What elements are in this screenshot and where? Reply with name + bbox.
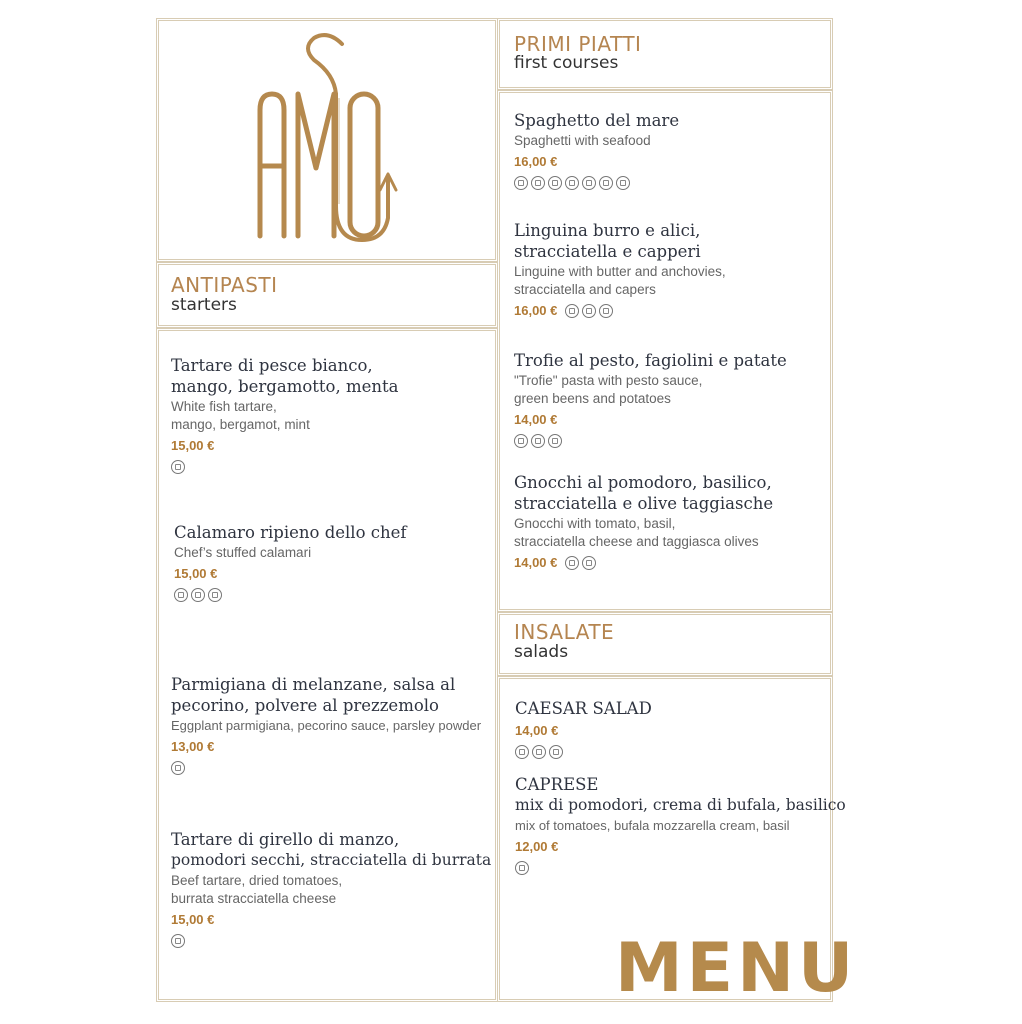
allergen-icons (171, 934, 185, 948)
item-name: Linguina burro e alici, (514, 221, 701, 240)
dairy-icon (515, 861, 529, 875)
allergen-icons (565, 556, 596, 570)
allergen-icons (514, 176, 630, 190)
item-description: Chef’s stuffed calamari (174, 545, 312, 560)
item-price: 14,00 € (515, 723, 559, 738)
allergen-icons (515, 745, 563, 759)
item-description: Beef tartare, dried tomatoes, (171, 873, 343, 888)
allergen-icons (565, 304, 613, 318)
allergen-icons (171, 761, 185, 775)
sulphite-icon (616, 176, 630, 190)
primi-item-2 (514, 220, 726, 319)
item-price: 14,00 € (514, 412, 558, 427)
allergen-icons (174, 588, 222, 602)
item-name: Parmigiana di melanzane, salsa al (171, 675, 456, 694)
item-name: stracciatella e olive taggiasche (514, 494, 774, 513)
item-name: mix di pomodori, crema di bufala, basilico (515, 796, 846, 814)
allergen-icons (515, 861, 529, 875)
antipasti-item-3 (171, 674, 481, 775)
item-price: 15,00 € (174, 566, 218, 581)
dairy-icon (599, 304, 613, 318)
item-description: White fish tartare, (171, 399, 277, 414)
item-description: Eggplant parmigiana, pecorino sauce, parsley powder (171, 718, 482, 733)
dairy-icon (548, 434, 562, 448)
item-name: pomodori secchi, stracciatella di burrata (171, 851, 492, 869)
antipasti-item-1 (171, 355, 398, 474)
item-name: stracciatella e capperi (514, 242, 701, 261)
gluten-icon (531, 176, 545, 190)
insalate-item-1 (515, 698, 652, 759)
gluten-icon (549, 745, 563, 759)
item-name: mango, bergamotto, menta (171, 377, 399, 396)
item-description: green beens and potatoes (514, 391, 671, 406)
item-description: mix of tomatoes, bufala mozzarella cream, basil (515, 818, 790, 833)
celery-icon (532, 745, 546, 759)
item-name: pecorino, polvere al prezzemolo (171, 696, 439, 715)
celery-icon (208, 588, 222, 602)
primi-item-1 (514, 110, 679, 190)
item-description: Linguine with butter and anchovies, (514, 264, 726, 279)
item-description: burrata stracciatella cheese (171, 891, 337, 906)
item-name: Tartare di pesce bianco, (171, 356, 373, 375)
item-price: 13,00 € (171, 739, 215, 754)
item-price: 14,00 € (514, 555, 558, 570)
item-description: Gnocchi with tomato, basil, (514, 516, 676, 531)
dairy-icon (582, 556, 596, 570)
primi-title: PRIMI PIATTI (514, 32, 642, 56)
menu-heading: MENU (615, 929, 858, 1008)
antipasti-title: ANTIPASTI (171, 273, 278, 297)
fish-icon (171, 460, 185, 474)
celery-icon (514, 434, 528, 448)
item-price: 12,00 € (515, 839, 559, 854)
allergen-icons (514, 434, 562, 448)
insalate-subtitle: salads (514, 642, 569, 662)
item-name: CAESAR SALAD (515, 699, 652, 718)
item-price: 16,00 € (514, 303, 558, 318)
crustacean-icon (565, 176, 579, 190)
allergen-icons (171, 460, 185, 474)
item-description: Spaghetti with seafood (514, 133, 651, 148)
primi-subtitle: first courses (514, 53, 619, 73)
gluten-icon (531, 434, 545, 448)
fish-icon (565, 304, 579, 318)
primi-item-4 (514, 472, 773, 571)
price-row (514, 303, 726, 319)
item-description: stracciatella and capers (514, 282, 656, 297)
gluten-icon (582, 304, 596, 318)
gluten-icon (191, 588, 205, 602)
mollusc-icon (514, 176, 528, 190)
antipasti-subtitle: starters (171, 295, 237, 315)
dairy-icon (515, 745, 529, 759)
amo-logo (166, 28, 490, 252)
item-name: CAPRESE (515, 775, 599, 794)
item-name: Trofie al pesto, fagiolini e patate (514, 351, 787, 370)
item-price: 15,00 € (171, 912, 215, 927)
antipasti-item-2 (174, 522, 407, 602)
item-name: Spaghetto del mare (514, 111, 680, 130)
dairy-icon (171, 934, 185, 948)
gluten-icon (565, 556, 579, 570)
item-price: 16,00 € (514, 154, 558, 169)
antipasti-item-4 (171, 829, 491, 948)
price-row (514, 555, 773, 571)
item-name: Gnocchi al pomodoro, basilico, (514, 473, 772, 492)
item-name: Tartare di girello di manzo, (171, 830, 400, 849)
item-description: stracciatella cheese and taggiasca olives (514, 534, 759, 549)
primi-item-3 (514, 350, 787, 448)
item-price: 15,00 € (171, 438, 215, 453)
item-description: mango, bergamot, mint (171, 417, 310, 432)
item-description: "Trofie" pasta with pesto sauce, (514, 373, 703, 388)
celery-icon (548, 176, 562, 190)
insalate-title: INSALATE (514, 620, 615, 644)
item-name: Calamaro ripieno dello chef (174, 523, 407, 542)
insalate-item-2 (515, 774, 846, 875)
mollusc-icon (174, 588, 188, 602)
dairy-icon (599, 176, 613, 190)
fish-icon (582, 176, 596, 190)
dairy-icon (171, 761, 185, 775)
